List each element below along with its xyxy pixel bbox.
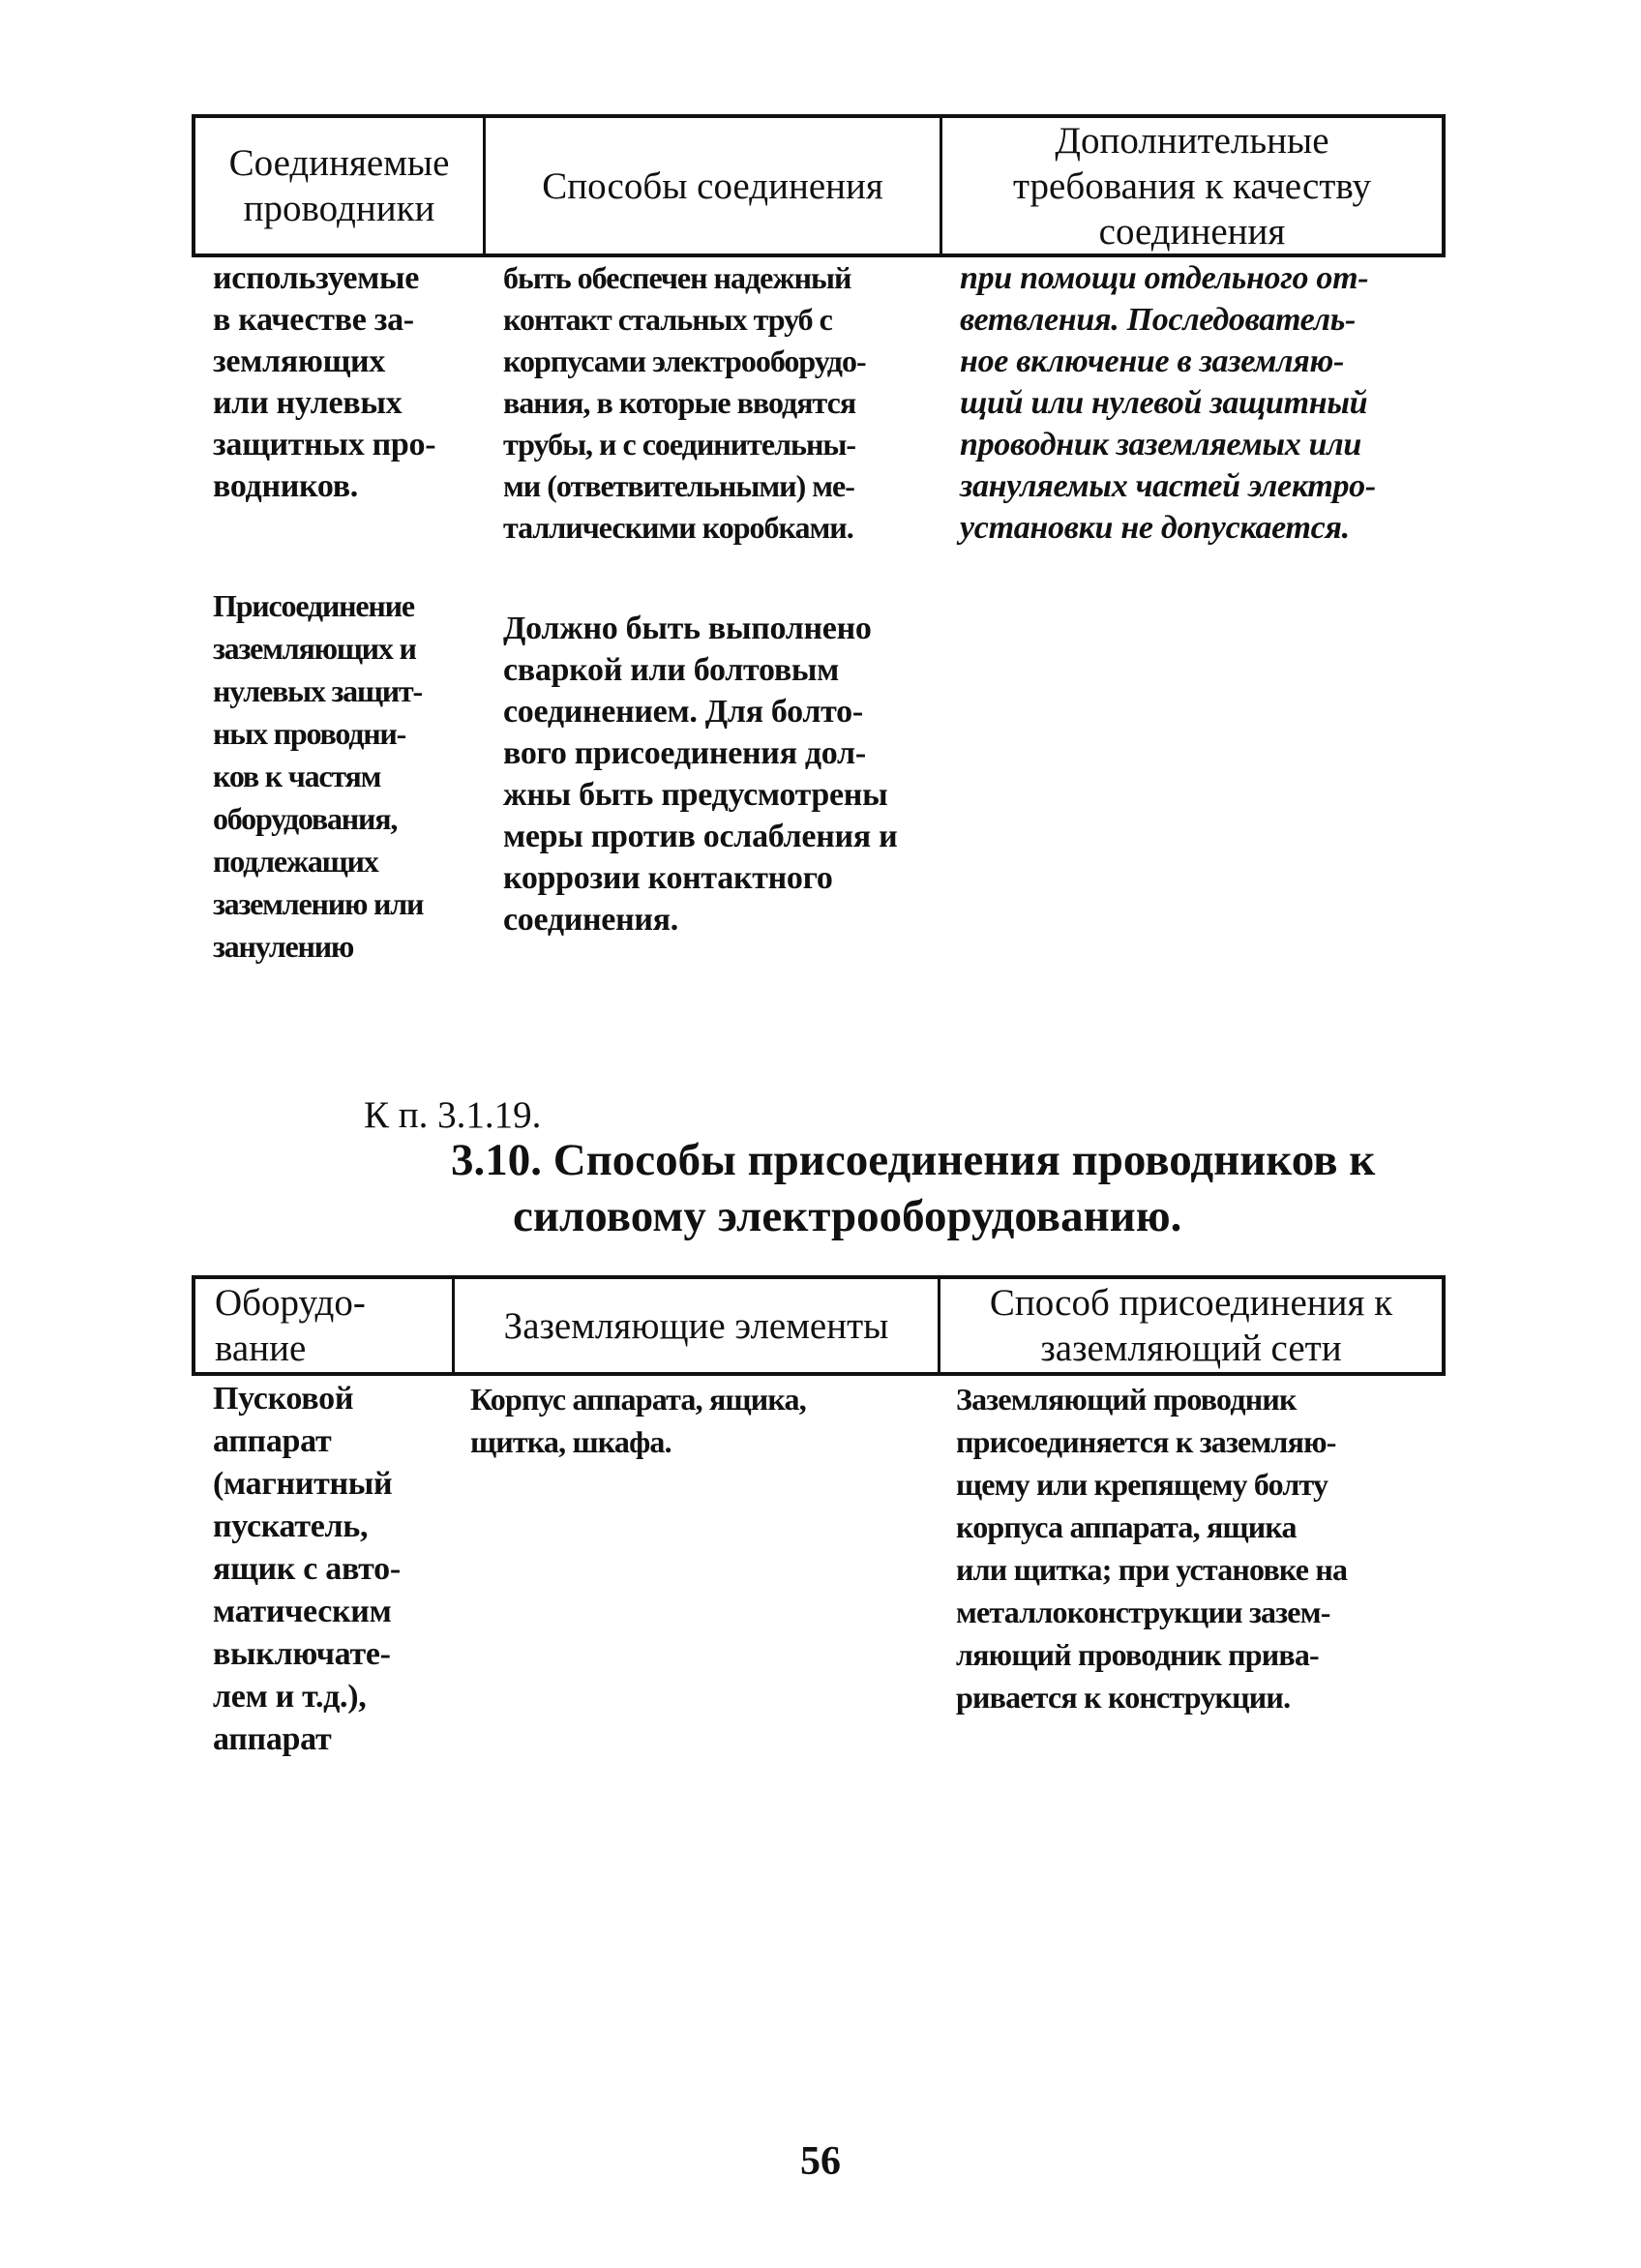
table2-row1-equipment: Пусковой аппарат (магнитный пускатель, ящик с авто- матическим выключате- лем и т.д.), аппарат [213,1381,401,1757]
section-title [451,1132,1428,1244]
table1-header-methods: Способы соединения [486,118,942,254]
table2-header-grounding-elements: Заземляющие элементы [455,1279,940,1372]
table1-row-1 [192,257,1442,549]
table2-row1-grounding-elements: Корпус аппарата, ящика, щитка, шкафа. [470,1382,806,1459]
table1-header-conductors: Соединяемые проводники [195,118,486,254]
table2-row-1 [192,1378,1415,1761]
page-number: 56 [800,2139,841,2184]
table1-row1-conductors: используемые в качестве за- земляющих или нулевых защитных про- водников. [213,260,436,504]
table2-header-connection-method: Способ присоединения к заземляющий сети [989,1282,1393,1369]
table1-header [192,114,1446,257]
table1-row1-requirements: при помощи отдельного от- ветвления. Последователь- ное включение в заземляю- щий или нулевой защитный проводник заземляемых или зануляемых частей электро- установки не допускается. [960,260,1376,546]
table1-row2-requirements [939,584,1442,968]
section-reference: К п. 3.1.19. [364,1094,542,1136]
table2-header [192,1275,1446,1376]
table1-row2-conductors: Присоединение заземляющих и нулевых защит- ных проводни- ков к частям оборудования, подлежащих заземлению или занулению [213,588,424,964]
section-title-line2: силовому электрооборудованию. [513,1191,1182,1241]
table1-row1-methods: быть обеспечен надежный контакт стальных труб с корпусами электрооборудо- вания, в которые вводятся трубы, и с соединительны- ми (ответвительными) ме- таллическими коробками. [503,260,866,545]
table2-row1-connection-method: Заземляющий проводник присоединяется к заземляю- щему или крепящему болту корпуса аппарата, ящика или щитка; при установке на металлоконструкции зазем- ляющий проводник прива- ривается к конструкции. [956,1382,1348,1715]
table1-row-2 [192,584,1442,968]
table1-header-requirements: Дополнительные требования к качеству соединения [1013,119,1371,253]
table1-row2-methods: Должно быть выполнено сваркой или болтовым соединением. Для болто- вого присоединения дол- жны быть предусмотрены меры против ослабления и коррозии контактного соединения. [503,611,898,938]
table2-header-equipment: Оборудо- вание [195,1279,455,1372]
section-title-line1: 3.10. Способы присоединения проводников к [451,1135,1376,1185]
